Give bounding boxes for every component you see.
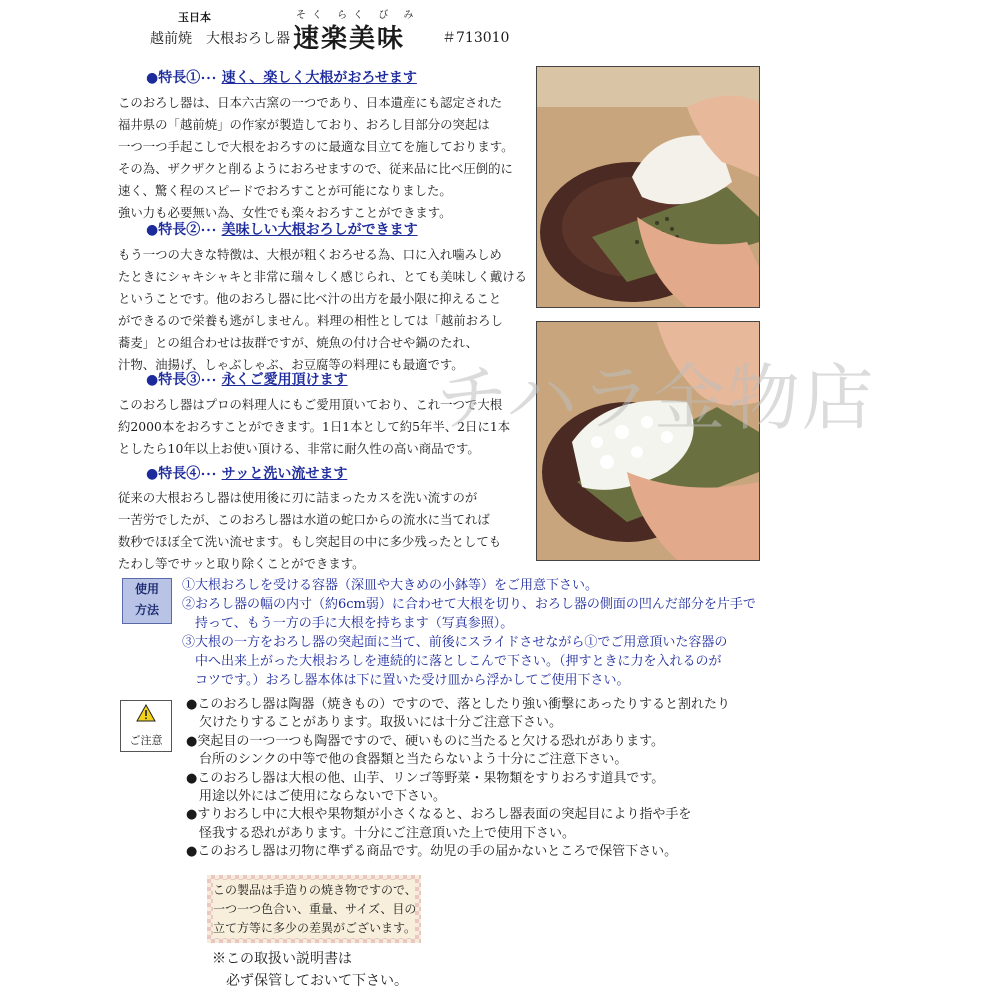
- usage-label-line1: 使用: [134, 582, 159, 596]
- usage-line: 中へ出来上がった大根おろしを連続的に落としこんで下さい。（押すときに力を入れるのが: [182, 654, 722, 669]
- caution-line: ●すりおろし中に大根や果物類が小さくなると、おろし器表面の突起目により指や手を: [186, 807, 692, 823]
- caution-line: ●突起目の一つ一つも陶器ですので、硬いものに当たると欠ける恐れがあります。: [186, 733, 665, 749]
- note-line: この製品は手造りの焼き物ですので、: [213, 883, 417, 897]
- caution-line: 台所のシンクの中等で他の食器類と当たらないよう十分にご注意下さい。: [186, 752, 628, 768]
- keep-manual-notice: [212, 948, 408, 992]
- feature-2-title: 美味しい大根おろしができます: [221, 222, 418, 238]
- keep-line: ※この取扱い説明書は: [212, 951, 352, 967]
- paragraph-line: 強い力も必要無い為、女性でも楽々おろすことができます。: [118, 205, 452, 220]
- feature-1-title: 速く、楽しく大根がおろせます: [221, 70, 417, 86]
- product-line: 越前焼 大根おろし器: [150, 31, 290, 47]
- feature-3-prefix: ●特長③: [146, 372, 201, 388]
- caution-label-box: [120, 700, 172, 752]
- paragraph-line: その為、ザクザクと削るようにおろせますので、従来品に比べ圧倒的に: [118, 161, 513, 176]
- feature-3-heading: [146, 369, 348, 389]
- paragraph-line: 汁物、油揚げ、しゃぶしゃぶ、お豆腐等の料理にも最適です。: [118, 357, 464, 372]
- feature-2-prefix: ●特長②: [146, 222, 201, 238]
- paragraph-line: ができるので栄養も逃がしません。料理の相性としては「越前おろし: [118, 313, 503, 328]
- brand-name: 玉日本: [178, 11, 211, 24]
- paragraph-line: 速く、驚く程のスピードでおろすことが可能になりました。: [118, 183, 452, 198]
- paragraph-line: もう一つの大きな特徴は、大根が粗くおろせる為、口に入れ噛みしめ: [118, 247, 502, 262]
- keep-line: 必ず保管しておいて下さい。: [212, 973, 408, 989]
- feature-4-body: [118, 487, 501, 575]
- caution-line: 欠けたりすることがあります。取扱いには十分ご注意下さい。: [186, 715, 562, 731]
- feature-4-prefix: ●特長④: [146, 466, 201, 482]
- caution-line: ●このおろし器は大根の他、山芋、リンゴ等野菜・果物類をすりおろす道具です。: [186, 770, 665, 786]
- note-line: 一つ一つ色合い、重量、サイズ、目の: [213, 902, 417, 916]
- feature-1-body: [118, 92, 514, 224]
- product-name: 速楽美味: [293, 24, 406, 54]
- usage-line: ②おろし器の幅の内寸（約6cm弱）に合わせて大根を切り、おろし器の側面の凹んだ部分を片手で: [182, 597, 756, 612]
- warning-icon: [136, 704, 156, 722]
- paragraph-line: 数秒でほぼ全て洗い流せます。もし突起目の中に多少残ったとしても: [118, 534, 502, 549]
- caution-line: ●このおろし器は陶器（焼きもの）ですので、落としたり強い衝撃にあったりすると割れたり: [186, 697, 730, 712]
- usage-line: ③大根の一方をおろし器の突起面に当て、前後にスライドさせながら①でご用意頂いた容器の: [182, 635, 728, 650]
- paragraph-line: 一つ一つ手起こしで大根をおろすのに最適な目立てを施しております。: [118, 139, 514, 154]
- paragraph-line: としたら10年以上お使い頂ける、非常に耐久性の高い商品です。: [118, 441, 480, 456]
- note-line: 立て方等に多少の差異がございます。: [213, 921, 417, 935]
- caution-list: [186, 696, 730, 862]
- feature-4-title: サッと洗い流せます: [221, 466, 348, 482]
- feature-1-heading: [146, 67, 417, 87]
- caution-line: ●このおろし器は刃物に準ずる商品です。幼児の手の届かないところで保管下さい。: [186, 844, 678, 860]
- paragraph-line: 福井県の「越前焼」の作家が製造しており、おろし目部分の突起は: [118, 117, 490, 132]
- usage-instructions: [182, 576, 756, 690]
- paragraph-line: たときにシャキシャキと非常に瑞々しく感じられ、とても美味しく戴ける: [118, 269, 528, 284]
- photo-grating-start: [536, 66, 760, 308]
- watermark: チハラ金物店: [436, 356, 876, 440]
- feature-1-dots: ･･･: [200, 72, 217, 85]
- usage-line: ①大根おろしを受ける容器（深皿や大きめの小鉢等）をご用意下さい。: [182, 578, 599, 593]
- product-name-ruby: そく らく び み: [296, 10, 420, 21]
- paragraph-line: このおろし器は、日本六古窯の一つであり、日本遺産にも認定された: [118, 95, 503, 110]
- product-code: ＃713010: [442, 30, 510, 46]
- feature-4-heading: [146, 463, 347, 483]
- caution-label: ご注意: [129, 734, 163, 747]
- paragraph-line: ということです。他のおろし器に比べ汁の出方を最小限に抑えること: [118, 291, 502, 306]
- usage-label-line2: 方法: [134, 603, 159, 617]
- feature-1-prefix: ●特長①: [146, 70, 201, 86]
- caution-line: 用途以外にはご使用にならないで下さい。: [186, 789, 447, 805]
- feature-2-dots: ･･･: [200, 224, 217, 237]
- paragraph-line: 約2000本をおろすことができます。1日1本として約5年半、2日に1本: [118, 419, 511, 434]
- usage-line: 持って、もう一方の手に大根を持ちます（写真参照）。: [182, 616, 514, 631]
- paragraph-line: このおろし器はプロの料理人にもご愛用頂いており、これ一つで大根: [118, 397, 503, 412]
- handmade-note-text: [213, 881, 417, 938]
- paragraph-line: 一苦労でしたが、このおろし器は水道の蛇口からの流水に当てれば: [118, 512, 490, 527]
- feature-4-dots: ･･･: [200, 468, 217, 481]
- caution-line: 怪我する恐れがあります。十分にご注意頂いた上で使用下さい。: [186, 825, 575, 841]
- feature-3-title: 永くご愛用頂けます: [221, 372, 348, 388]
- usage-line: コツです。）おろし器本体は下に置いた受け皿から浮かしてご使用下さい。: [182, 673, 630, 688]
- paragraph-line: 蕎麦」との組合わせは抜群ですが、焼魚の付け合せや鍋のたれ、: [118, 335, 479, 350]
- paragraph-line: 従来の大根おろし器は使用後に刃に詰まったカスを洗い流すのが: [118, 490, 478, 505]
- feature-3-dots: ･･･: [200, 374, 217, 387]
- feature-2-heading: [146, 219, 418, 239]
- paragraph-line: たわし等でサッと取り除くことができます。: [118, 556, 365, 571]
- usage-label-box: [122, 578, 172, 624]
